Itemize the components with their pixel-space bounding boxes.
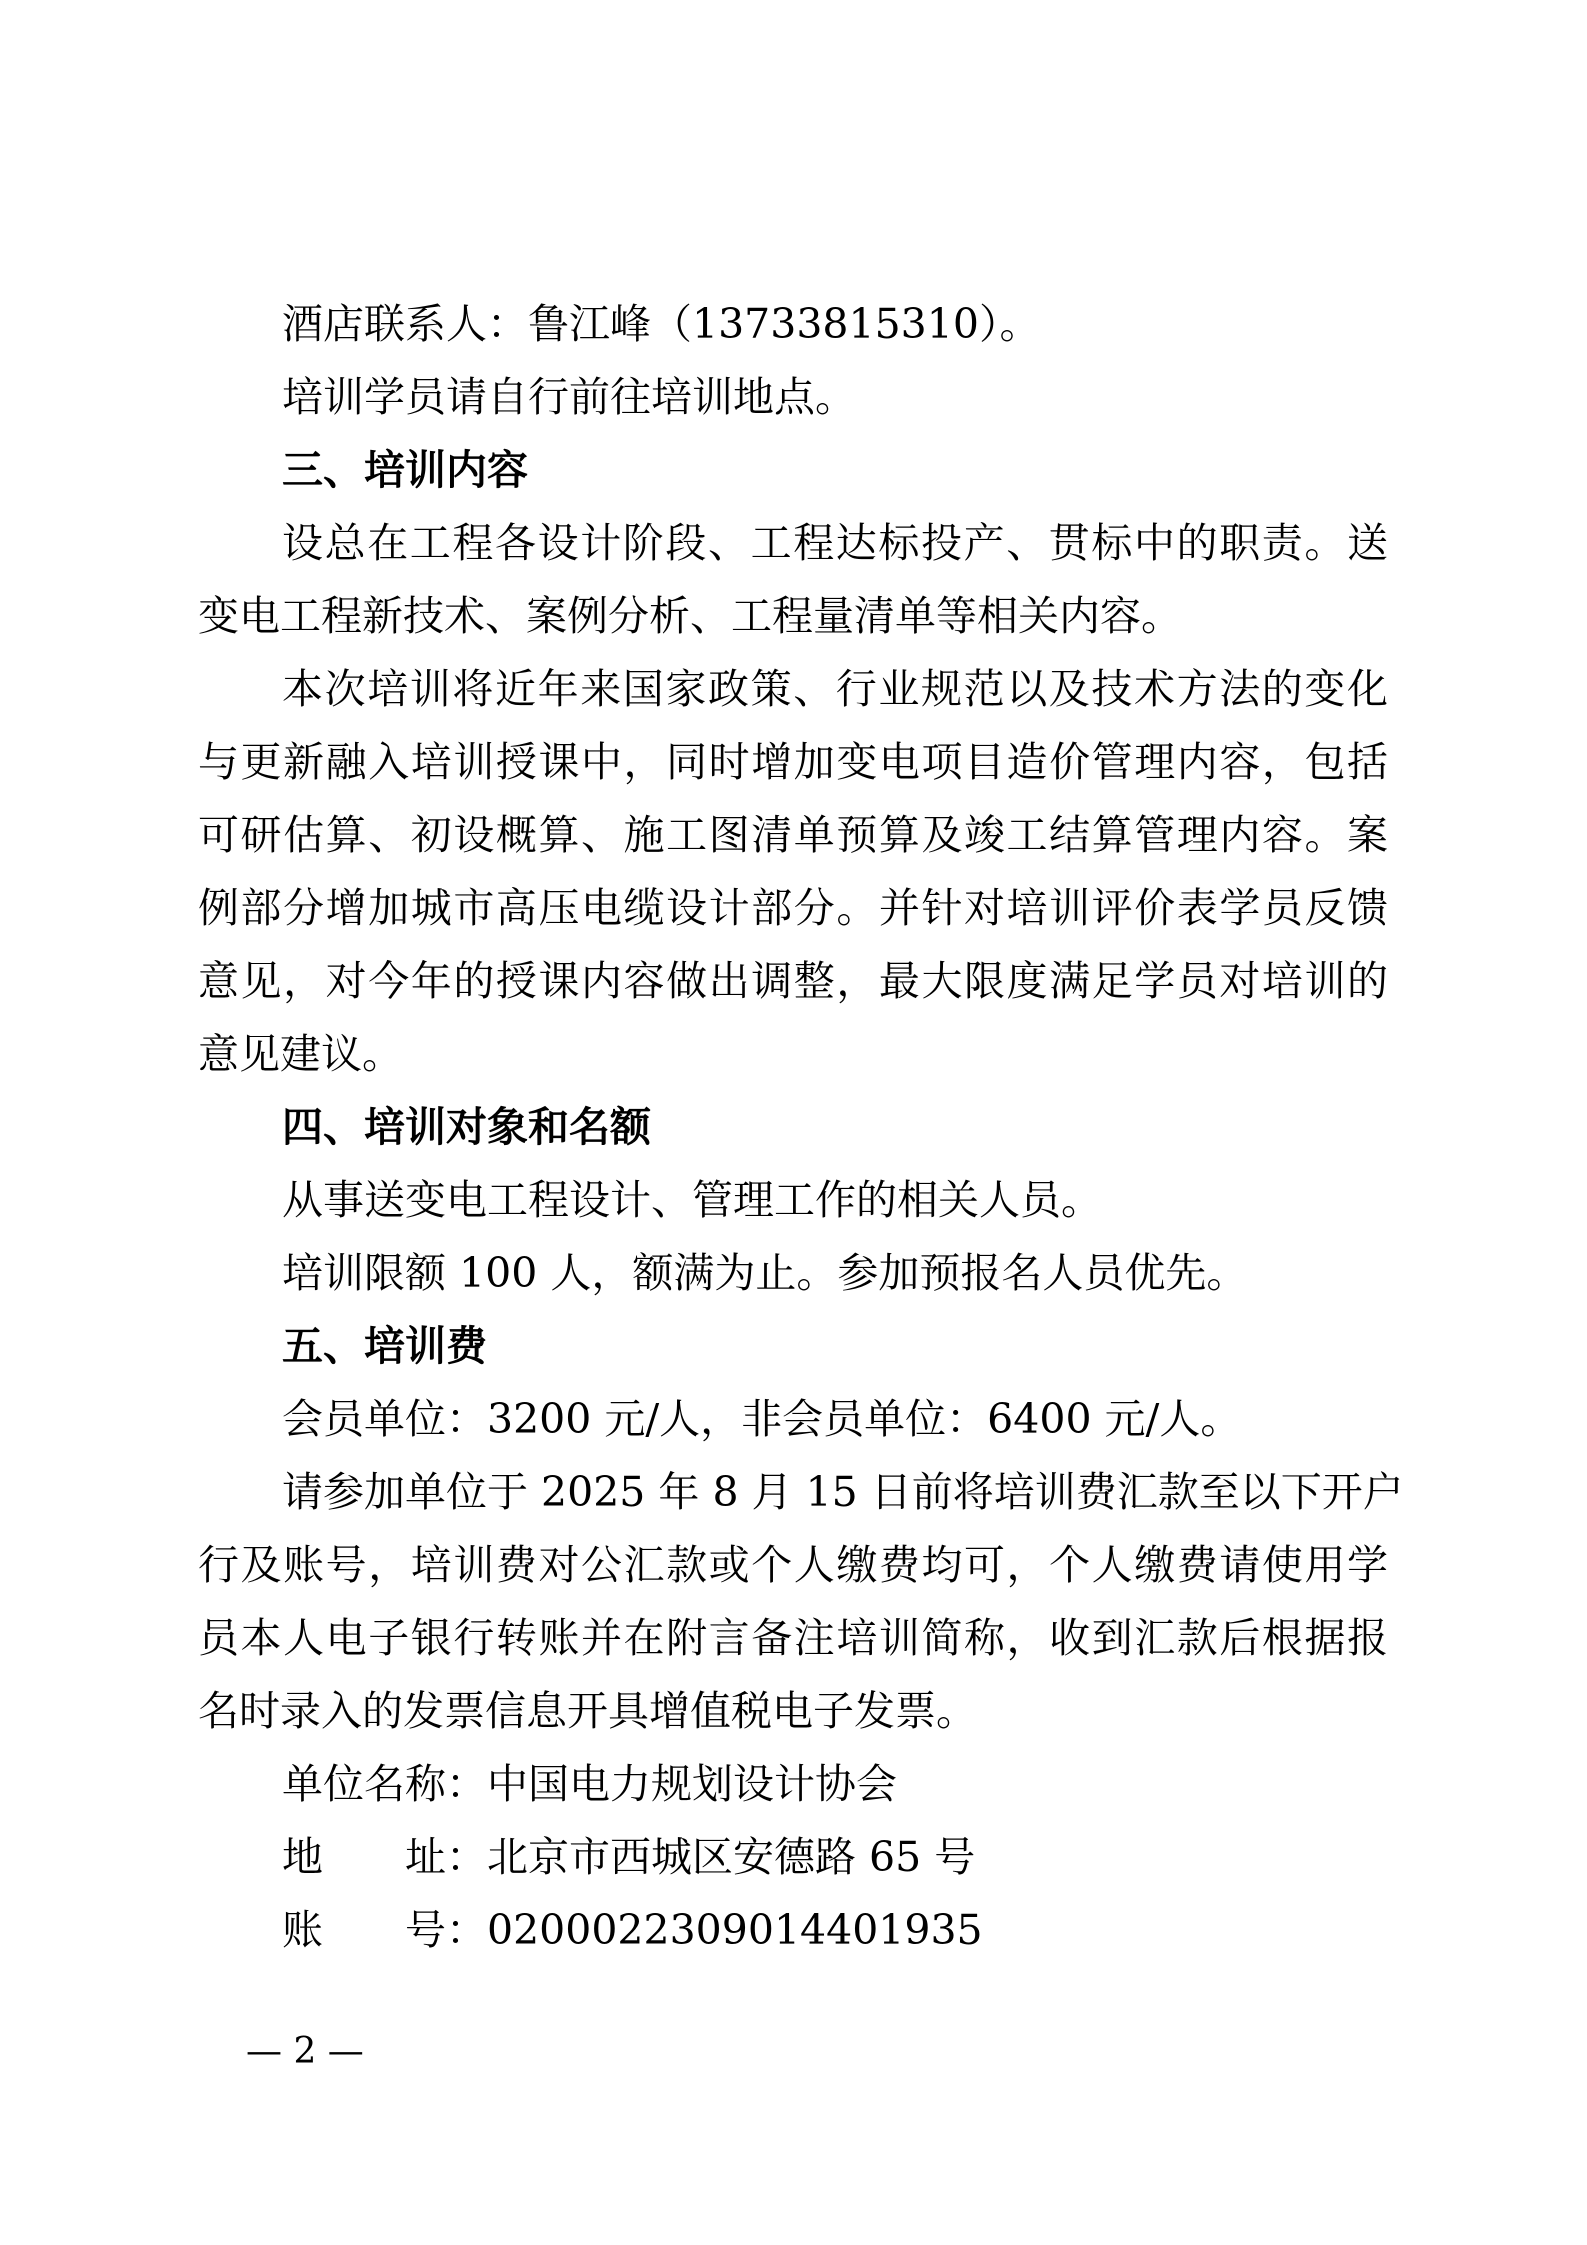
paragraph-line: 员本人电子银行转账并在附言备注培训简称，收到汇款后根据报 [198,1614,1388,1662]
paragraph-line: 变电工程新技术、案例分析、工程量清单等相关内容。 [198,592,1182,640]
paragraph-line: 行及账号，培训费对公汇款或个人缴费均可，个人缴费请使用学 [198,1541,1388,1589]
paragraph-line: 请参加单位于 2025 年 8 月 15 日前将培训费汇款至以下开户 [282,1468,1404,1516]
fee-line: 会员单位：3200 元/人，非会员单位：6400 元/人。 [282,1395,1242,1443]
paragraph-line: 可研估算、初设概算、施工图清单预算及竣工结算管理内容。案 [198,811,1388,859]
paragraph-line: 设总在工程各设计阶段、工程达标投产、贯标中的职责。送 [282,519,1388,567]
bank-account: 账 号：0200022309014401935 [282,1906,983,1954]
hotel-contact-line: 酒店联系人：鲁江峰（13733815310）。 [282,300,1041,348]
section-5-heading: 五、培训费 [282,1322,487,1370]
paragraph-line: 本次培训将近年来国家政策、行业规范以及技术方法的变化 [282,665,1388,713]
bank-unit-name: 单位名称：中国电力规划设计协会 [282,1760,897,1808]
bank-address: 地 址：北京市西城区安德路 65 号 [282,1833,976,1881]
paragraph-line: 名时录入的发票信息开具增值税电子发票。 [198,1687,977,1735]
section-4-heading: 四、培训对象和名额 [282,1103,651,1151]
page-number: — 2 — [246,2031,364,2072]
travel-note-line: 培训学员请自行前往培训地点。 [282,373,856,421]
section-3-heading: 三、培训内容 [282,446,528,494]
paragraph-line: 从事送变电工程设计、管理工作的相关人员。 [282,1176,1102,1224]
paragraph-line: 意见，对今年的授课内容做出调整，最大限度满足学员对培训的 [198,957,1388,1005]
paragraph-line: 例部分增加城市高压电缆设计部分。并针对培训评价表学员反馈 [198,884,1388,932]
paragraph-line: 培训限额 100 人，额满为止。参加预报名人员优先。 [282,1249,1248,1297]
paragraph-line: 意见建议。 [198,1030,403,1078]
paragraph-line: 与更新融入培训授课中，同时增加变电项目造价管理内容，包括 [198,738,1388,786]
